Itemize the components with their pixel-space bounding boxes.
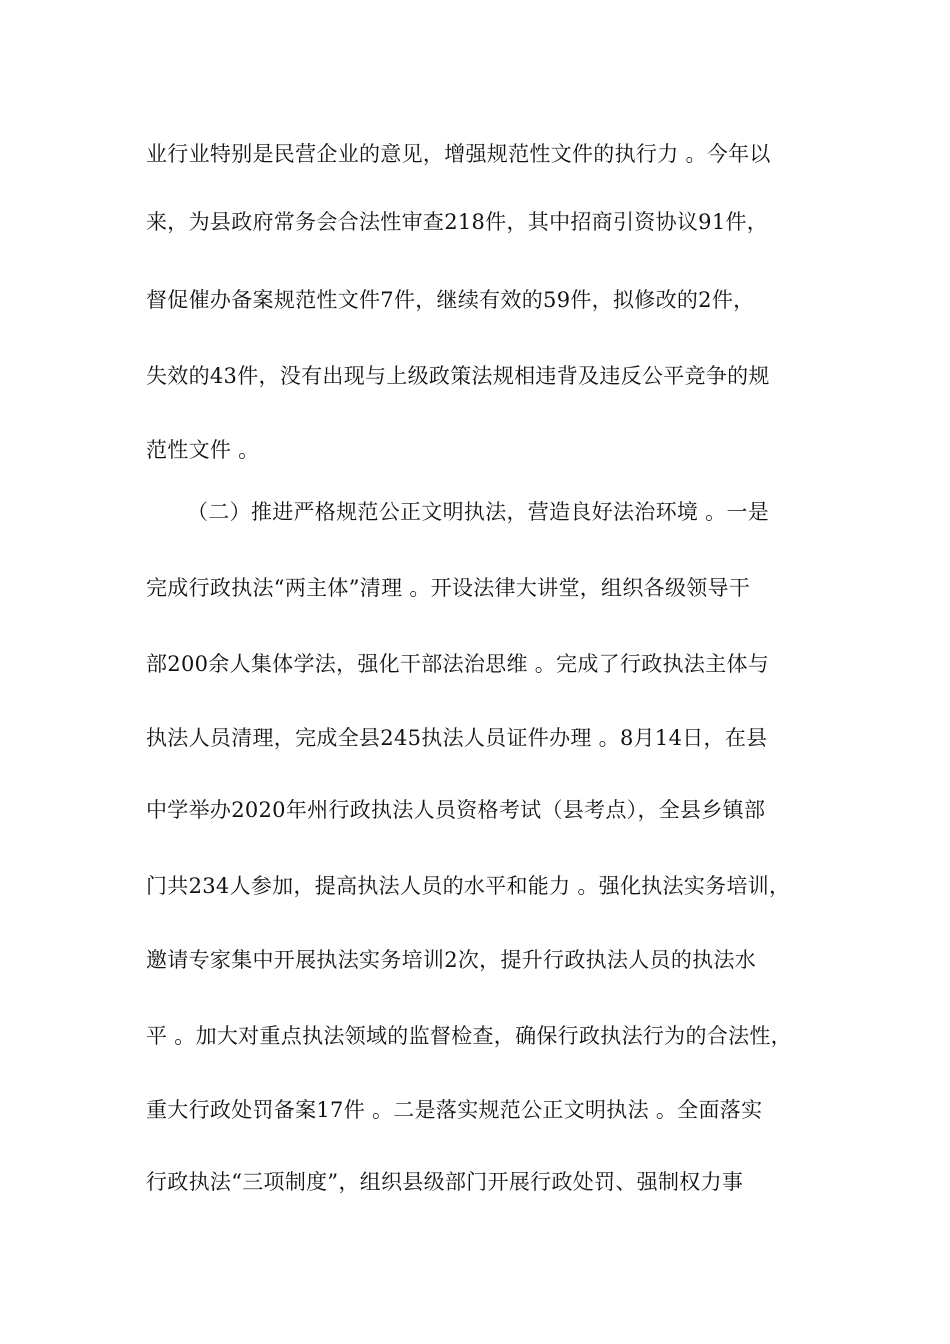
- text-line: 邀请专家集中开展执法实务培训2次，提升行政执法人员的执法水: [146, 948, 757, 972]
- text-line: 中学举办2020年州行政执法人员资格考试（县考点），全县乡镇部: [146, 798, 766, 822]
- text-line: 门共234人参加，提高执法人员的水平和能力 。强化执法实务培训，: [146, 874, 791, 898]
- text-line: 来，为县政府常务会合法性审查218件，其中招商引资协议91件，: [146, 210, 769, 234]
- text-line: 业行业特别是民营企业的意见，增强规范性文件的执行力 。今年以: [146, 142, 771, 166]
- paragraph-first-line: （二）推进严格规范公正文明执法，营造良好法治环境 。一是: [187, 500, 770, 524]
- text-line: 失效的43件，没有出现与上级政策法规相违背及违反公平竞争的规: [146, 364, 770, 388]
- text-line: 督促催办备案规范性文件7件，继续有效的59件，拟修改的2件，: [146, 288, 755, 312]
- text-line: 行政执法“三项制度”，组织县级部门开展行政处罚、强制权力事: [146, 1170, 744, 1194]
- text-line: 完成行政执法“两主体”清理 。开设法律大讲堂，组织各级领导干: [146, 576, 751, 600]
- text-line: 平 。加大对重点执法领域的监督检查，确保行政执法行为的合法性，: [146, 1024, 792, 1048]
- text-line: 部200余人集体学法，强化干部法治思维 。完成了行政执法主体与: [146, 652, 770, 676]
- text-line: 执法人员清理，完成全县245执法人员证件办理 。8月14日，在县: [146, 726, 768, 750]
- text-line: 重大行政处罚备案17件 。二是落实规范公正文明执法 。全面落实: [146, 1098, 763, 1122]
- text-line: 范性文件 。: [146, 438, 260, 462]
